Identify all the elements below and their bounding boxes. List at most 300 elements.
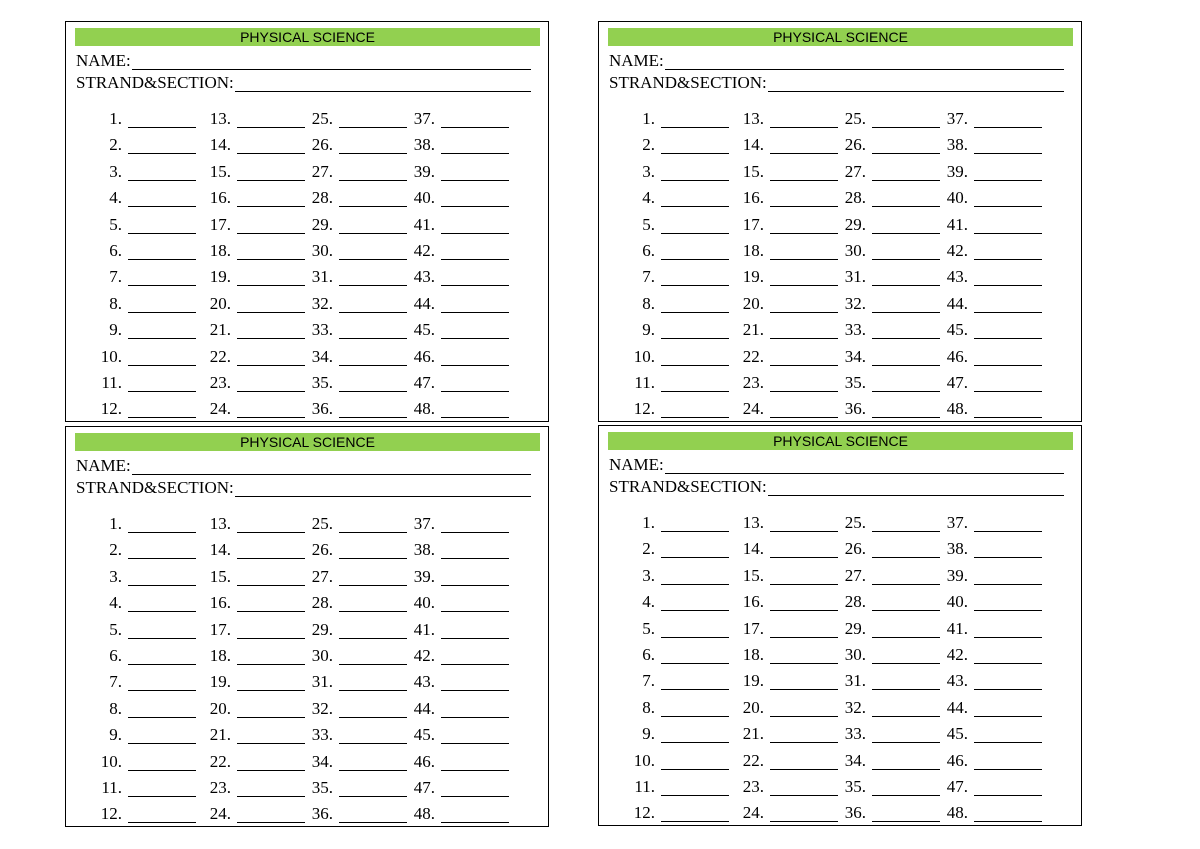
answer-blank[interactable] — [974, 401, 1042, 418]
answer-item — [721, 770, 838, 796]
answer-item — [721, 208, 838, 234]
answer-blank[interactable] — [441, 648, 509, 665]
answer-blank[interactable] — [974, 673, 1042, 690]
answer-number: 27. — [844, 161, 866, 181]
answer-blank[interactable] — [441, 111, 509, 128]
answer-item — [86, 507, 196, 533]
answer-blank[interactable] — [441, 217, 509, 234]
answer-number: 45. — [946, 724, 968, 744]
answer-blank[interactable] — [128, 217, 196, 234]
answer-blank[interactable] — [441, 269, 509, 286]
strand-section-field[interactable] — [609, 478, 1064, 496]
answer-sheet-bottom-left — [65, 426, 549, 827]
answer-blank[interactable] — [974, 322, 1042, 339]
answer-item — [925, 128, 1042, 154]
answer-number: 39. — [413, 566, 435, 586]
answer-blank[interactable] — [441, 701, 509, 718]
answer-number: 36. — [844, 399, 866, 419]
answer-blank[interactable] — [441, 349, 509, 366]
answer-blank[interactable] — [661, 401, 729, 418]
answer-item — [619, 638, 729, 664]
answer-number: 12. — [100, 804, 122, 824]
answer-number: 13. — [742, 109, 764, 128]
answer-item — [392, 507, 509, 533]
name-field[interactable] — [609, 456, 1064, 474]
answer-number: 24. — [742, 399, 764, 419]
answer-blank[interactable] — [128, 164, 196, 181]
answer-blank[interactable] — [128, 243, 196, 260]
answer-blank[interactable] — [441, 516, 509, 533]
answer-number: 12. — [633, 803, 655, 823]
answer-number: 15. — [209, 161, 231, 181]
answer-blank[interactable] — [974, 243, 1042, 260]
answer-blank[interactable] — [128, 569, 196, 586]
answer-blank[interactable] — [128, 727, 196, 744]
answer-item — [290, 533, 407, 559]
answer-number: 46. — [946, 750, 968, 770]
answer-number: 21. — [209, 320, 231, 340]
answer-number: 18. — [742, 241, 764, 260]
answer-blank[interactable] — [128, 190, 196, 207]
answer-blank[interactable] — [661, 621, 729, 638]
answer-blank[interactable] — [661, 673, 729, 690]
answer-blank[interactable] — [661, 805, 729, 822]
answer-number: 30. — [311, 646, 333, 665]
answer-blank[interactable] — [128, 111, 196, 128]
answer-number: 42. — [946, 241, 968, 260]
answer-item — [86, 665, 196, 691]
answer-item — [290, 797, 407, 823]
answer-blank[interactable] — [661, 726, 729, 743]
answer-blank[interactable] — [661, 190, 729, 207]
answer-number: 4. — [642, 592, 655, 612]
answer-number: 3. — [642, 161, 655, 181]
answer-item — [721, 313, 838, 339]
answer-number: 14. — [209, 135, 231, 155]
answer-item — [188, 560, 305, 586]
answer-number: 28. — [844, 592, 866, 612]
answer-number: 10. — [100, 751, 122, 771]
answer-blank[interactable] — [441, 674, 509, 691]
answer-number: 16. — [742, 592, 764, 612]
answer-blank[interactable] — [661, 515, 729, 532]
answer-number: 35. — [311, 778, 333, 797]
answer-number: 48. — [946, 803, 968, 823]
answer-item — [290, 392, 407, 418]
answer-item — [823, 366, 940, 392]
answer-blank[interactable] — [661, 647, 729, 664]
answer-blank[interactable] — [441, 595, 509, 612]
strand-section-blank[interactable] — [768, 479, 1064, 496]
answer-blank[interactable] — [974, 515, 1042, 532]
answer-item — [188, 692, 305, 718]
answer-blank[interactable] — [441, 569, 509, 586]
answer-number: 22. — [209, 751, 231, 771]
answer-blank[interactable] — [441, 754, 509, 771]
answer-blank[interactable] — [661, 779, 729, 796]
answer-blank[interactable] — [974, 726, 1042, 743]
answer-number: 42. — [413, 241, 435, 260]
answer-item — [86, 718, 196, 744]
answer-number: 15. — [742, 565, 764, 585]
answer-item — [86, 155, 196, 181]
name-field[interactable] — [76, 457, 531, 475]
answer-item — [925, 559, 1042, 585]
answer-item — [290, 155, 407, 181]
answer-number: 3. — [109, 161, 122, 181]
name-field[interactable] — [76, 52, 531, 70]
answer-blank[interactable] — [974, 647, 1042, 664]
answer-item — [721, 691, 838, 717]
answer-blank[interactable] — [128, 648, 196, 665]
answer-blank[interactable] — [441, 401, 509, 418]
name-blank[interactable] — [665, 457, 1064, 474]
answer-blank[interactable] — [974, 805, 1042, 822]
answer-item — [925, 638, 1042, 664]
answer-blank[interactable] — [441, 375, 509, 392]
answer-number: 34. — [844, 346, 866, 366]
answer-blank[interactable] — [661, 375, 729, 392]
answer-number: 5. — [642, 618, 655, 638]
answer-blank[interactable] — [128, 542, 196, 559]
answer-item — [86, 366, 196, 392]
answer-sheet-top-right — [598, 21, 1082, 422]
answer-number: 17. — [742, 618, 764, 638]
answer-blank[interactable] — [661, 164, 729, 181]
answer-item — [721, 287, 838, 313]
answer-item — [392, 745, 509, 771]
answer-number: 45. — [946, 320, 968, 340]
answer-blank[interactable] — [661, 700, 729, 717]
answer-blank[interactable] — [661, 296, 729, 313]
answer-number: 37. — [946, 109, 968, 128]
answer-item — [392, 392, 509, 418]
answer-blank[interactable] — [128, 401, 196, 418]
strand-section-field[interactable] — [76, 479, 531, 497]
answer-number: 24. — [209, 804, 231, 824]
answer-item — [721, 559, 838, 585]
answer-item — [290, 745, 407, 771]
answer-blank[interactable] — [128, 375, 196, 392]
answer-number: 6. — [642, 241, 655, 260]
name-blank[interactable] — [132, 458, 531, 475]
answer-number: 40. — [946, 592, 968, 612]
answer-item — [86, 340, 196, 366]
answer-number: 2. — [109, 540, 122, 560]
answer-blank[interactable] — [441, 727, 509, 744]
answer-number: 17. — [742, 214, 764, 234]
name-blank[interactable] — [665, 53, 1064, 70]
answer-number: 17. — [209, 214, 231, 234]
answer-item — [925, 234, 1042, 260]
answer-item — [188, 507, 305, 533]
answer-number: 38. — [946, 539, 968, 559]
name-blank[interactable] — [132, 53, 531, 70]
answer-number: 6. — [642, 645, 655, 664]
answer-blank[interactable] — [974, 568, 1042, 585]
answer-item — [619, 234, 729, 260]
answer-item — [925, 102, 1042, 128]
answer-item — [290, 102, 407, 128]
answer-item — [392, 692, 509, 718]
answer-number: 42. — [413, 646, 435, 665]
answer-item — [925, 155, 1042, 181]
answer-item — [290, 234, 407, 260]
answer-number: 33. — [844, 724, 866, 744]
answer-number: 28. — [311, 188, 333, 208]
answer-number: 26. — [311, 135, 333, 155]
answer-number: 47. — [946, 777, 968, 796]
answer-blank[interactable] — [974, 753, 1042, 770]
answer-blank[interactable] — [974, 700, 1042, 717]
answer-blank[interactable] — [661, 217, 729, 234]
answer-number: 1. — [109, 514, 122, 533]
answer-item — [290, 771, 407, 797]
answer-item — [823, 287, 940, 313]
answer-item — [619, 532, 729, 558]
answer-item — [823, 102, 940, 128]
answer-item — [290, 340, 407, 366]
answer-number: 19. — [209, 267, 231, 287]
strand-section-blank[interactable] — [235, 480, 531, 497]
answer-item — [188, 155, 305, 181]
answer-blank[interactable] — [661, 111, 729, 128]
answer-number: 23. — [742, 777, 764, 796]
answer-item — [86, 771, 196, 797]
answer-blank[interactable] — [974, 621, 1042, 638]
answer-number: 32. — [311, 293, 333, 313]
answer-blank[interactable] — [441, 190, 509, 207]
answer-blank[interactable] — [128, 516, 196, 533]
answer-item — [721, 612, 838, 638]
answer-number: 45. — [413, 725, 435, 745]
name-label: NAME: — [609, 455, 664, 474]
answer-number: 10. — [633, 750, 655, 770]
answer-item — [925, 770, 1042, 796]
answer-blank[interactable] — [974, 296, 1042, 313]
answer-item — [392, 128, 509, 154]
answer-item — [619, 287, 729, 313]
name-field[interactable] — [609, 52, 1064, 70]
answer-number: 35. — [844, 373, 866, 392]
answer-number: 33. — [311, 725, 333, 745]
answer-blank[interactable] — [661, 137, 729, 154]
answer-blank[interactable] — [661, 594, 729, 611]
answer-item — [86, 234, 196, 260]
strand-section-label: STRAND&SECTION: — [609, 477, 767, 496]
answer-number: 46. — [413, 751, 435, 771]
answer-blank[interactable] — [974, 217, 1042, 234]
answer-number: 29. — [311, 619, 333, 639]
answer-blank[interactable] — [974, 190, 1042, 207]
answer-item — [188, 797, 305, 823]
answer-number: 18. — [209, 241, 231, 260]
answer-item — [188, 745, 305, 771]
answer-number: 7. — [109, 267, 122, 287]
answer-number: 19. — [742, 671, 764, 691]
answer-item — [86, 181, 196, 207]
answer-number: 47. — [946, 373, 968, 392]
answer-blank[interactable] — [441, 780, 509, 797]
answer-blank[interactable] — [441, 243, 509, 260]
answer-blank[interactable] — [974, 779, 1042, 796]
answer-number: 28. — [311, 593, 333, 613]
answer-item — [392, 639, 509, 665]
answer-blank[interactable] — [661, 568, 729, 585]
answer-number: 5. — [109, 619, 122, 639]
answer-number: 48. — [413, 804, 435, 824]
answer-blank[interactable] — [974, 137, 1042, 154]
answer-blank[interactable] — [974, 349, 1042, 366]
answer-number: 32. — [311, 698, 333, 718]
answer-item — [619, 691, 729, 717]
answer-item — [619, 128, 729, 154]
answer-number: 46. — [413, 346, 435, 366]
answer-blank[interactable] — [441, 137, 509, 154]
answer-item — [925, 744, 1042, 770]
answer-number: 41. — [413, 214, 435, 234]
answer-blank[interactable] — [128, 322, 196, 339]
answer-number: 18. — [742, 645, 764, 664]
answer-number: 40. — [946, 188, 968, 208]
answer-number: 25. — [311, 514, 333, 533]
answer-blank[interactable] — [128, 780, 196, 797]
strand-section-blank[interactable] — [768, 75, 1064, 92]
answer-item — [721, 796, 838, 822]
answer-item — [86, 745, 196, 771]
answer-number: 20. — [209, 293, 231, 313]
answer-blank[interactable] — [441, 806, 509, 823]
answer-item — [721, 664, 838, 690]
strand-section-field[interactable] — [609, 74, 1064, 92]
answer-item — [619, 208, 729, 234]
answer-blank[interactable] — [128, 269, 196, 286]
answer-item — [619, 366, 729, 392]
answer-number: 10. — [100, 346, 122, 366]
answer-number: 40. — [413, 188, 435, 208]
answer-item — [392, 366, 509, 392]
answer-item — [721, 532, 838, 558]
answer-item — [721, 638, 838, 664]
answer-item — [721, 717, 838, 743]
answer-item — [619, 506, 729, 532]
answer-blank[interactable] — [128, 701, 196, 718]
answer-item — [619, 585, 729, 611]
answer-item — [721, 181, 838, 207]
answer-item — [721, 102, 838, 128]
answer-number: 5. — [642, 214, 655, 234]
answer-item — [290, 718, 407, 744]
answer-item — [823, 638, 940, 664]
answer-grid — [66, 507, 546, 827]
answer-blank[interactable] — [128, 595, 196, 612]
answer-number: 21. — [209, 725, 231, 745]
answer-item — [925, 664, 1042, 690]
answer-blank[interactable] — [661, 541, 729, 558]
answer-blank[interactable] — [128, 296, 196, 313]
answer-item — [392, 102, 509, 128]
answer-blank[interactable] — [441, 296, 509, 313]
answer-item — [188, 102, 305, 128]
answer-blank[interactable] — [128, 137, 196, 154]
sheet-title: PHYSICAL SCIENCE — [608, 432, 1073, 450]
answer-item — [290, 560, 407, 586]
answer-number: 43. — [413, 672, 435, 692]
answer-number: 23. — [209, 778, 231, 797]
answer-number: 41. — [946, 214, 968, 234]
answer-item — [86, 586, 196, 612]
answer-blank[interactable] — [128, 622, 196, 639]
answer-item — [925, 796, 1042, 822]
strand-section-blank[interactable] — [235, 75, 531, 92]
answer-item — [290, 507, 407, 533]
answer-blank[interactable] — [974, 164, 1042, 181]
answer-number: 4. — [109, 188, 122, 208]
answer-item — [925, 585, 1042, 611]
answer-blank[interactable] — [661, 269, 729, 286]
answer-item — [925, 366, 1042, 392]
answer-number: 1. — [642, 513, 655, 532]
answer-blank[interactable] — [441, 622, 509, 639]
answer-item — [925, 717, 1042, 743]
answer-blank[interactable] — [661, 322, 729, 339]
answer-item — [392, 155, 509, 181]
answer-item — [721, 744, 838, 770]
answer-blank[interactable] — [441, 164, 509, 181]
answer-blank[interactable] — [974, 111, 1042, 128]
answer-number: 6. — [109, 646, 122, 665]
answer-item — [188, 287, 305, 313]
answer-item — [619, 559, 729, 585]
answer-item — [188, 771, 305, 797]
answer-item — [86, 560, 196, 586]
answer-blank[interactable] — [441, 322, 509, 339]
answer-number: 20. — [742, 293, 764, 313]
answer-number: 38. — [413, 540, 435, 560]
answer-blank[interactable] — [128, 754, 196, 771]
strand-section-field[interactable] — [76, 74, 531, 92]
answer-blank[interactable] — [974, 541, 1042, 558]
answer-blank[interactable] — [128, 674, 196, 691]
answer-number: 31. — [311, 267, 333, 287]
answer-blank[interactable] — [974, 269, 1042, 286]
answer-blank[interactable] — [128, 806, 196, 823]
answer-item — [619, 796, 729, 822]
answer-number: 13. — [209, 109, 231, 128]
answer-blank[interactable] — [661, 349, 729, 366]
answer-number: 32. — [844, 293, 866, 313]
answer-blank[interactable] — [974, 375, 1042, 392]
answer-blank[interactable] — [661, 753, 729, 770]
answer-item — [86, 639, 196, 665]
answer-number: 10. — [633, 346, 655, 366]
answer-item — [823, 234, 940, 260]
answer-item — [290, 313, 407, 339]
answer-item — [823, 585, 940, 611]
answer-blank[interactable] — [974, 594, 1042, 611]
answer-item — [188, 639, 305, 665]
answer-item — [823, 313, 940, 339]
answer-blank[interactable] — [661, 243, 729, 260]
answer-blank[interactable] — [128, 349, 196, 366]
answer-item — [86, 128, 196, 154]
answer-number: 42. — [946, 645, 968, 664]
answer-blank[interactable] — [441, 542, 509, 559]
answer-number: 18. — [209, 646, 231, 665]
answer-item — [925, 506, 1042, 532]
answer-item — [823, 559, 940, 585]
answer-item — [823, 664, 940, 690]
